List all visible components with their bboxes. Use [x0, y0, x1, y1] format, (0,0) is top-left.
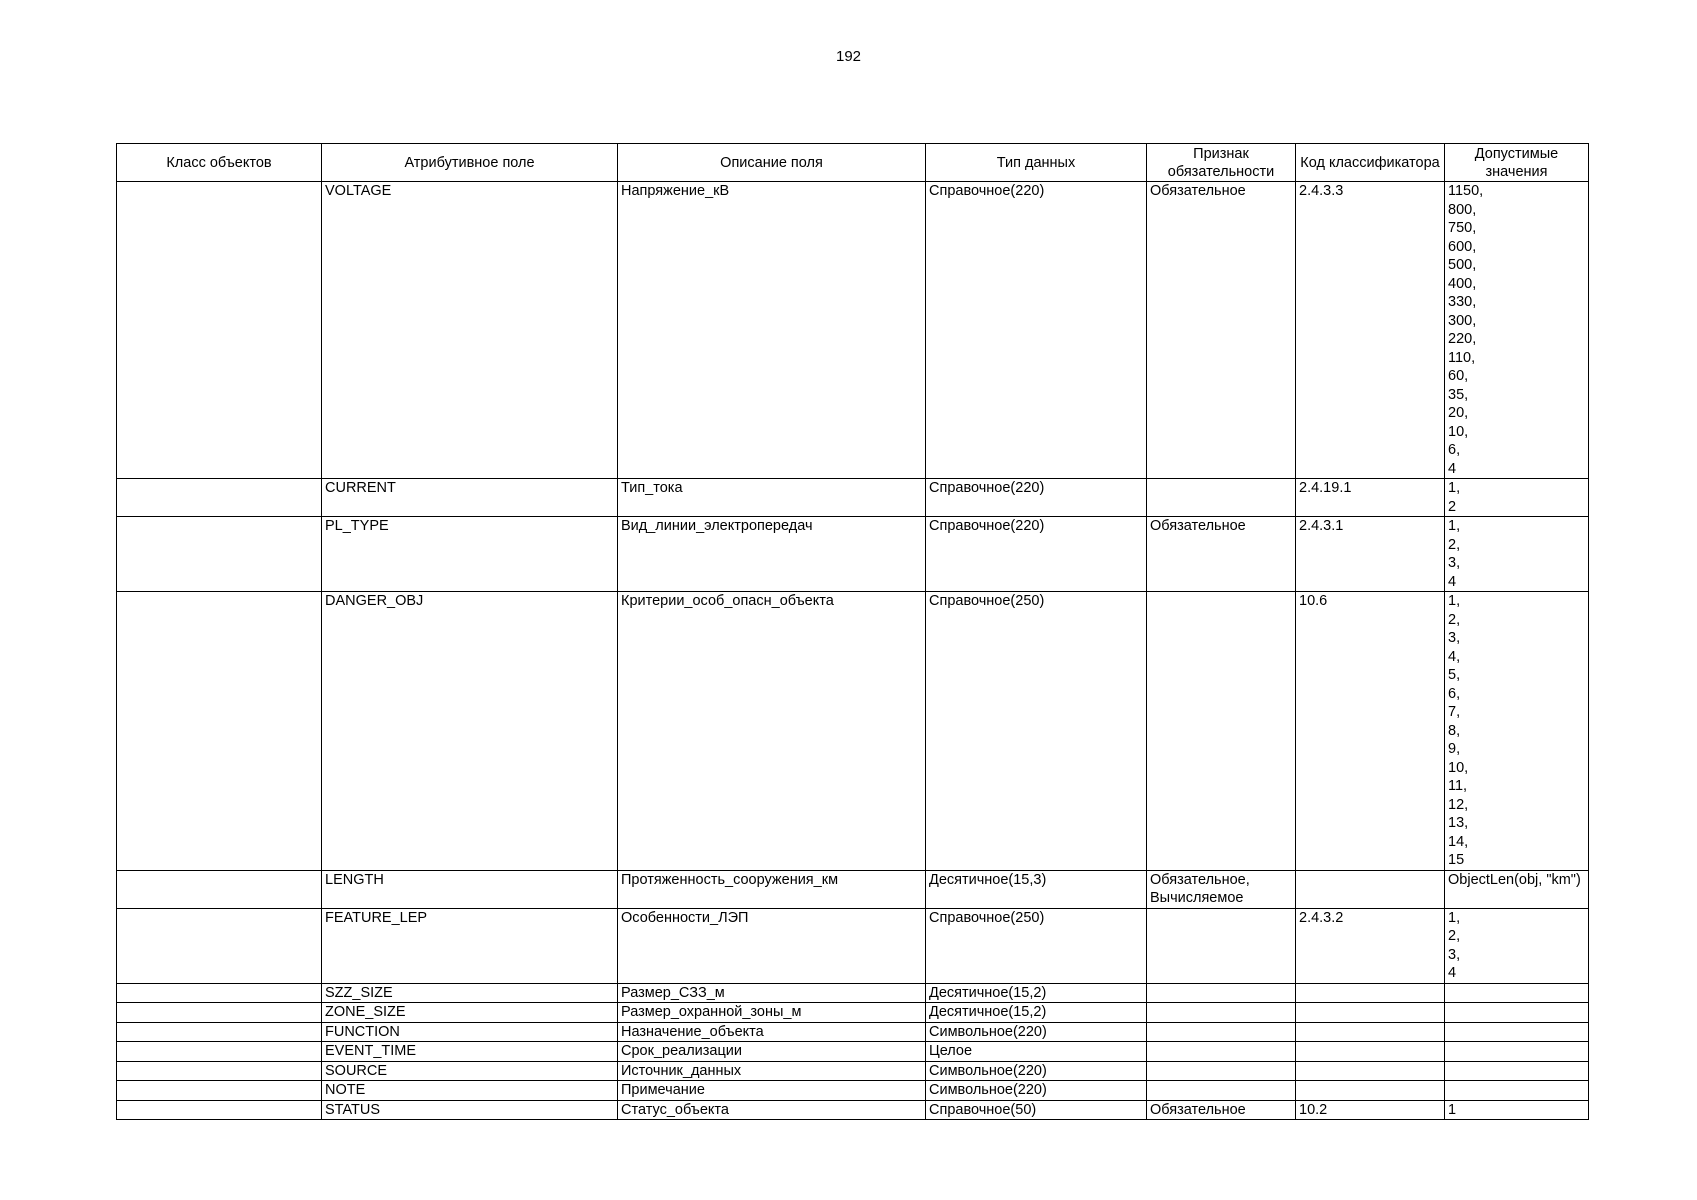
cell-field-description: Размер_СЗЗ_м — [618, 983, 926, 1003]
cell-classifier-code: 2.4.19.1 — [1296, 479, 1445, 517]
allowed-value: 1, — [1448, 518, 1461, 534]
allowed-value: 4 — [1448, 573, 1457, 590]
cell-attribute-field: SZZ_SIZE — [322, 983, 618, 1003]
header-attribute-field: Атрибутивное поле — [322, 144, 618, 182]
cell-attribute-field: LENGTH — [322, 870, 618, 908]
cell-data-type: Символьное(220) — [926, 1081, 1147, 1101]
cell-allowed-values — [1445, 479, 1589, 517]
table-row — [117, 592, 1589, 871]
cell-allowed-values — [1445, 1081, 1589, 1101]
cell-field-description: Напряжение_кВ — [618, 182, 926, 479]
cell-required-flag: Обязательное — [1147, 182, 1296, 479]
cell-allowed-values — [1445, 1061, 1589, 1081]
cell-classifier-code: 10.2 — [1296, 1100, 1445, 1120]
allowed-value: 11, — [1448, 778, 1468, 794]
allowed-value: 6, — [1448, 442, 1461, 458]
cell-classifier-code: 2.4.3.2 — [1296, 908, 1445, 983]
allowed-value: 800, — [1448, 201, 1477, 218]
cell-field-description: Вид_линии_электропередач — [618, 517, 926, 592]
cell-attribute-field: EVENT_TIME — [322, 1042, 618, 1062]
header-data-type: Тип данных — [926, 144, 1147, 182]
cell-allowed-values — [1445, 592, 1589, 871]
allowed-value: 7, — [1448, 704, 1461, 720]
allowed-value: 4, — [1448, 648, 1461, 665]
cell-data-type: Десятичное(15,2) — [926, 1003, 1147, 1023]
cell-required-flag — [1147, 908, 1296, 983]
table-row — [117, 870, 1589, 908]
allowed-value: 330, — [1448, 294, 1477, 310]
cell-classifier-code — [1296, 1081, 1445, 1101]
cell-field-description: Срок_реализации — [618, 1042, 926, 1062]
cell-field-description: Протяженность_сооружения_км — [618, 870, 926, 908]
allowed-value: 1, — [1448, 593, 1461, 609]
table-row — [117, 908, 1589, 983]
allowed-value: 110, — [1448, 349, 1476, 366]
cell-object-class — [117, 983, 322, 1003]
allowed-value: 1, — [1448, 480, 1461, 496]
allowed-value: 4 — [1448, 965, 1457, 981]
allowed-value: 13, — [1448, 815, 1469, 831]
allowed-value: 3, — [1448, 946, 1461, 963]
cell-required-flag: Обязательное — [1147, 1100, 1296, 1120]
table-row — [117, 1061, 1589, 1081]
cell-data-type: Справочное(220) — [926, 517, 1147, 592]
allowed-value: 15 — [1448, 852, 1465, 868]
cell-required-flag — [1147, 1042, 1296, 1062]
allowed-value: 2, — [1448, 928, 1461, 944]
cell-field-description: Критерии_особ_опасн_объекта — [618, 592, 926, 871]
cell-field-description: Примечание — [618, 1081, 926, 1101]
allowed-value: 2 — [1448, 498, 1457, 515]
allowed-value: 2, — [1448, 611, 1461, 628]
table-row — [117, 479, 1589, 517]
cell-attribute-field: STATUS — [322, 1100, 618, 1120]
cell-required-flag: Обязательное, Вычисляемое — [1147, 870, 1296, 908]
allowed-value: 750, — [1448, 220, 1477, 236]
allowed-value: 3, — [1448, 630, 1461, 646]
cell-classifier-code — [1296, 870, 1445, 908]
cell-required-flag — [1147, 1003, 1296, 1023]
cell-object-class — [117, 1003, 322, 1023]
cell-object-class — [117, 1061, 322, 1081]
cell-allowed-values — [1445, 1022, 1589, 1042]
cell-object-class — [117, 517, 322, 592]
allowed-value: 1150, — [1448, 183, 1484, 199]
cell-attribute-field: FEATURE_LEP — [322, 908, 618, 983]
allowed-value: 9, — [1448, 741, 1461, 757]
allowed-value: ObjectLen(obj, "km") — [1448, 871, 1581, 888]
cell-field-description: Тип_тока — [618, 479, 926, 517]
cell-data-type: Символьное(220) — [926, 1022, 1147, 1042]
cell-required-flag — [1147, 983, 1296, 1003]
cell-field-description: Назначение_объекта — [618, 1022, 926, 1042]
cell-allowed-values — [1445, 1003, 1589, 1023]
cell-attribute-field: SOURCE — [322, 1061, 618, 1081]
cell-classifier-code: 2.4.3.1 — [1296, 517, 1445, 592]
cell-allowed-values — [1445, 983, 1589, 1003]
allowed-value: 6, — [1448, 685, 1461, 702]
allowed-value: 300, — [1448, 312, 1477, 329]
cell-object-class — [117, 1081, 322, 1101]
allowed-value: 10, — [1448, 759, 1469, 776]
cell-classifier-code — [1296, 1003, 1445, 1023]
cell-required-flag — [1147, 479, 1296, 517]
cell-required-flag — [1147, 592, 1296, 871]
table-row — [117, 1042, 1589, 1062]
cell-data-type: Десятичное(15,3) — [926, 870, 1147, 908]
allowed-value: 8, — [1448, 722, 1461, 739]
cell-object-class — [117, 479, 322, 517]
cell-field-description: Статус_объекта — [618, 1100, 926, 1120]
cell-object-class — [117, 1022, 322, 1042]
cell-attribute-field: FUNCTION — [322, 1022, 618, 1042]
cell-object-class — [117, 592, 322, 871]
cell-allowed-values — [1445, 908, 1589, 983]
cell-required-flag — [1147, 1081, 1296, 1101]
allowed-value: 2, — [1448, 536, 1461, 553]
allowed-value: 5, — [1448, 667, 1461, 683]
cell-object-class — [117, 1100, 322, 1120]
allowed-value: 20, — [1448, 405, 1469, 421]
cell-required-flag — [1147, 1061, 1296, 1081]
header-required-flag: Признак обязательности — [1147, 144, 1296, 182]
cell-classifier-code — [1296, 983, 1445, 1003]
cell-object-class — [117, 908, 322, 983]
cell-allowed-values — [1445, 1100, 1589, 1120]
cell-required-flag: Обязательное — [1147, 517, 1296, 592]
allowed-value: 220, — [1448, 331, 1477, 347]
allowed-value: 3, — [1448, 555, 1461, 571]
attribute-table — [116, 143, 1589, 1120]
table-row — [117, 1003, 1589, 1023]
table-row — [117, 517, 1589, 592]
cell-object-class — [117, 1042, 322, 1062]
cell-attribute-field: DANGER_OBJ — [322, 592, 618, 871]
cell-classifier-code — [1296, 1061, 1445, 1081]
header-field-description: Описание поля — [618, 144, 926, 182]
cell-attribute-field: ZONE_SIZE — [322, 1003, 618, 1023]
cell-object-class — [117, 870, 322, 908]
cell-required-flag — [1147, 1022, 1296, 1042]
allowed-value: 500, — [1448, 257, 1477, 273]
cell-classifier-code — [1296, 1042, 1445, 1062]
cell-allowed-values — [1445, 1042, 1589, 1062]
allowed-value: 400, — [1448, 275, 1477, 292]
cell-field-description: Особенности_ЛЭП — [618, 908, 926, 983]
cell-data-type: Справочное(250) — [926, 908, 1147, 983]
cell-data-type: Символьное(220) — [926, 1061, 1147, 1081]
allowed-value: 10, — [1448, 423, 1469, 440]
header-object-class: Класс объектов — [117, 144, 322, 182]
cell-classifier-code — [1296, 1022, 1445, 1042]
cell-object-class — [117, 182, 322, 479]
allowed-value: 60, — [1448, 368, 1469, 384]
cell-allowed-values — [1445, 517, 1589, 592]
allowed-value: 35, — [1448, 386, 1469, 403]
cell-allowed-values — [1445, 182, 1589, 479]
cell-data-type: Справочное(250) — [926, 592, 1147, 871]
cell-attribute-field: PL_TYPE — [322, 517, 618, 592]
allowed-value: 14, — [1448, 833, 1469, 850]
table-row — [117, 1081, 1589, 1101]
table-row — [117, 983, 1589, 1003]
table-body — [117, 182, 1589, 1120]
cell-field-description: Размер_охранной_зоны_м — [618, 1003, 926, 1023]
page-number: 192 — [835, 48, 862, 65]
cell-classifier-code: 10.6 — [1296, 592, 1445, 871]
cell-data-type: Справочное(220) — [926, 182, 1147, 479]
table-header-row — [117, 144, 1589, 182]
cell-data-type: Справочное(220) — [926, 479, 1147, 517]
cell-classifier-code: 2.4.3.3 — [1296, 182, 1445, 479]
cell-data-type: Справочное(50) — [926, 1100, 1147, 1120]
allowed-value: 4 — [1448, 460, 1457, 477]
table-row — [117, 182, 1589, 479]
cell-allowed-values — [1445, 870, 1589, 908]
table-row — [117, 1100, 1589, 1120]
allowed-value: 600, — [1448, 238, 1477, 255]
header-classifier-code: Код классификатора — [1296, 144, 1445, 182]
allowed-value: 12, — [1448, 796, 1469, 813]
allowed-value: 1 — [1448, 1101, 1457, 1118]
cell-data-type: Целое — [926, 1042, 1147, 1062]
cell-attribute-field: CURRENT — [322, 479, 618, 517]
cell-data-type: Десятичное(15,2) — [926, 983, 1147, 1003]
cell-attribute-field: VOLTAGE — [322, 182, 618, 479]
header-allowed-values: Допустимые значения — [1445, 144, 1589, 182]
cell-attribute-field: NOTE — [322, 1081, 618, 1101]
table-row — [117, 1022, 1589, 1042]
cell-field-description: Источник_данных — [618, 1061, 926, 1081]
allowed-value: 1, — [1448, 909, 1461, 926]
